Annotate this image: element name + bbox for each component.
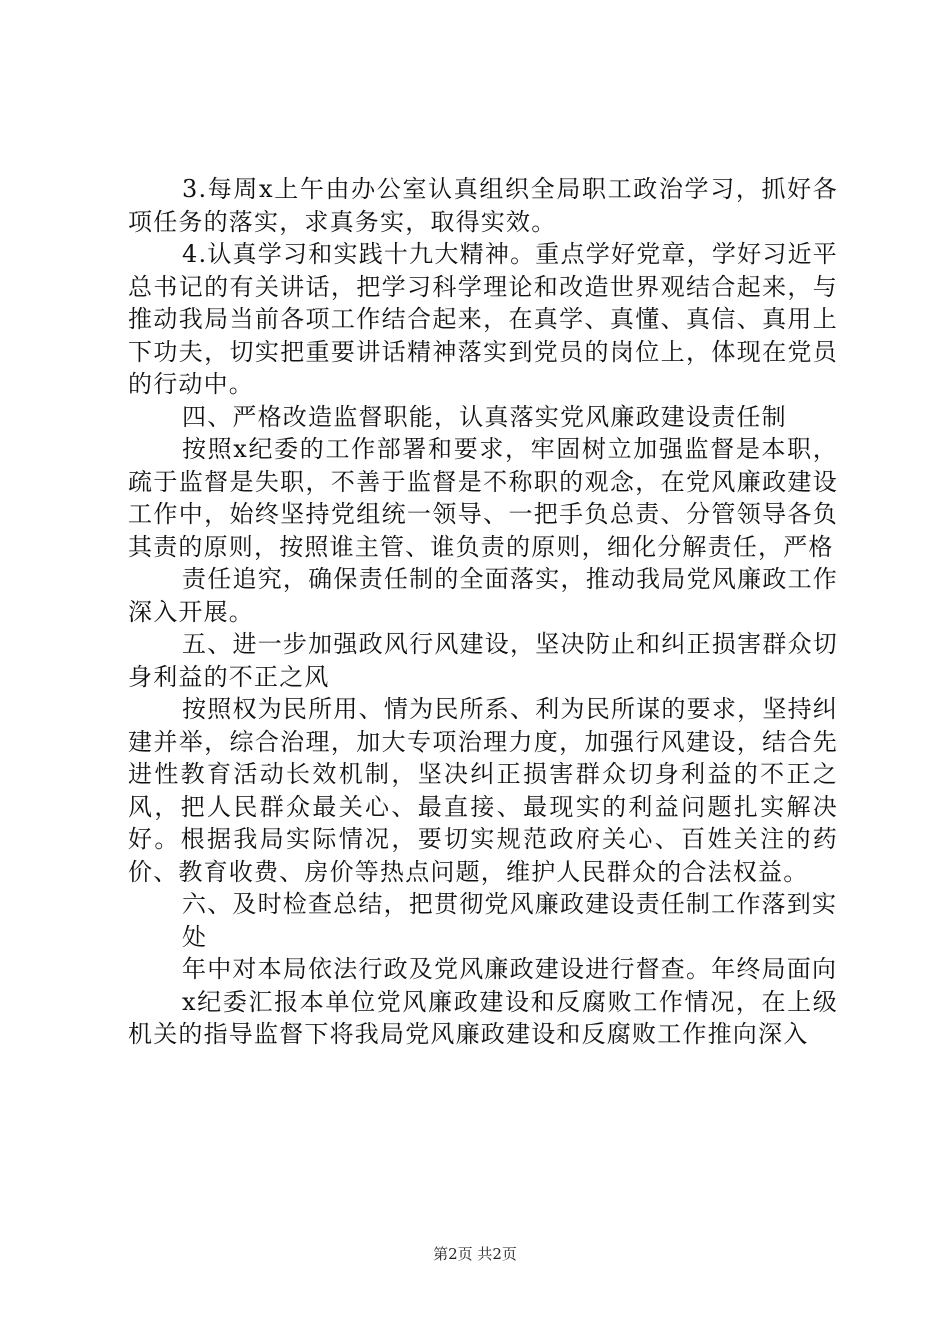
paragraph-accountability: 责任追究，确保责任制的全面落实，推动我局党风廉政工作深入开展。 bbox=[128, 565, 838, 626]
section-heading-six-continued: 处 bbox=[182, 922, 208, 951]
paragraph-report: x纪委汇报本单位党风廉政建设和反腐败工作情况，在上级机关的指导监督下将我局党风廉政建设和反腐败工作推向深入 bbox=[128, 987, 838, 1048]
paragraph-study-spirit: 4.认真学习和实践十九大精神。重点学好党章，学好习近平总书记的有关讲话，把学习科学理论和改造世界观结合起来，与推动我局当前各项工作结合起来，在真学、真懂、真信、真用上下功夫，切实把重要讲话精神落实到党员的岗位上，体现在党员的行动中。 bbox=[128, 240, 838, 398]
paragraph-conduct: 按照权为民所用、情为民所系、利为民所谋的要求，坚持纠建并举，综合治理，加大专项治理力度，加强行风建设，结合先进性教育活动长效机制，坚决纠正损害群众切身利益的不正之风，把人民群众最关心、最直接、最现实的利益问题扎实解决好。根据我局实际情况，要切实规范政府关心、百姓关注的药价、教育收费、房价等热点问题，维护人民群众的合法权益。 bbox=[128, 695, 838, 886]
document-body bbox=[128, 173, 838, 1051]
paragraph-midyear-review: 年中对本局依法行政及党风廉政建设进行督查。年终局面向 bbox=[182, 955, 838, 983]
section-heading-six: 六、及时检查总结，把贯彻党风廉政建设责任制工作落到实 bbox=[182, 890, 838, 918]
page-number-footer: 第2页 共2页 bbox=[433, 1245, 517, 1263]
section-heading-five: 五、进一步加强政风行风建设，坚决防止和纠正损害群众切身利益的不正之风 bbox=[128, 630, 838, 691]
paragraph-study-schedule: 3.每周x上午由办公室认真组织全局职工政治学习，抓好各项任务的落实，求真务实，取得实效。 bbox=[128, 175, 838, 236]
section-heading-four: 四、严格改造监督职能，认真落实党风廉政建设责任制 bbox=[182, 402, 787, 431]
paragraph-supervision: 按照x纪委的工作部署和要求，牢固树立加强监督是本职，疏于监督是失职，不善于监督是不称职的观念，在党风廉政建设工作中，始终坚持党组统一领导、一把手负总责、分管领导各负其责的原则，按照谁主管、谁负责的原则，细化分解责任，严格 bbox=[128, 435, 838, 561]
